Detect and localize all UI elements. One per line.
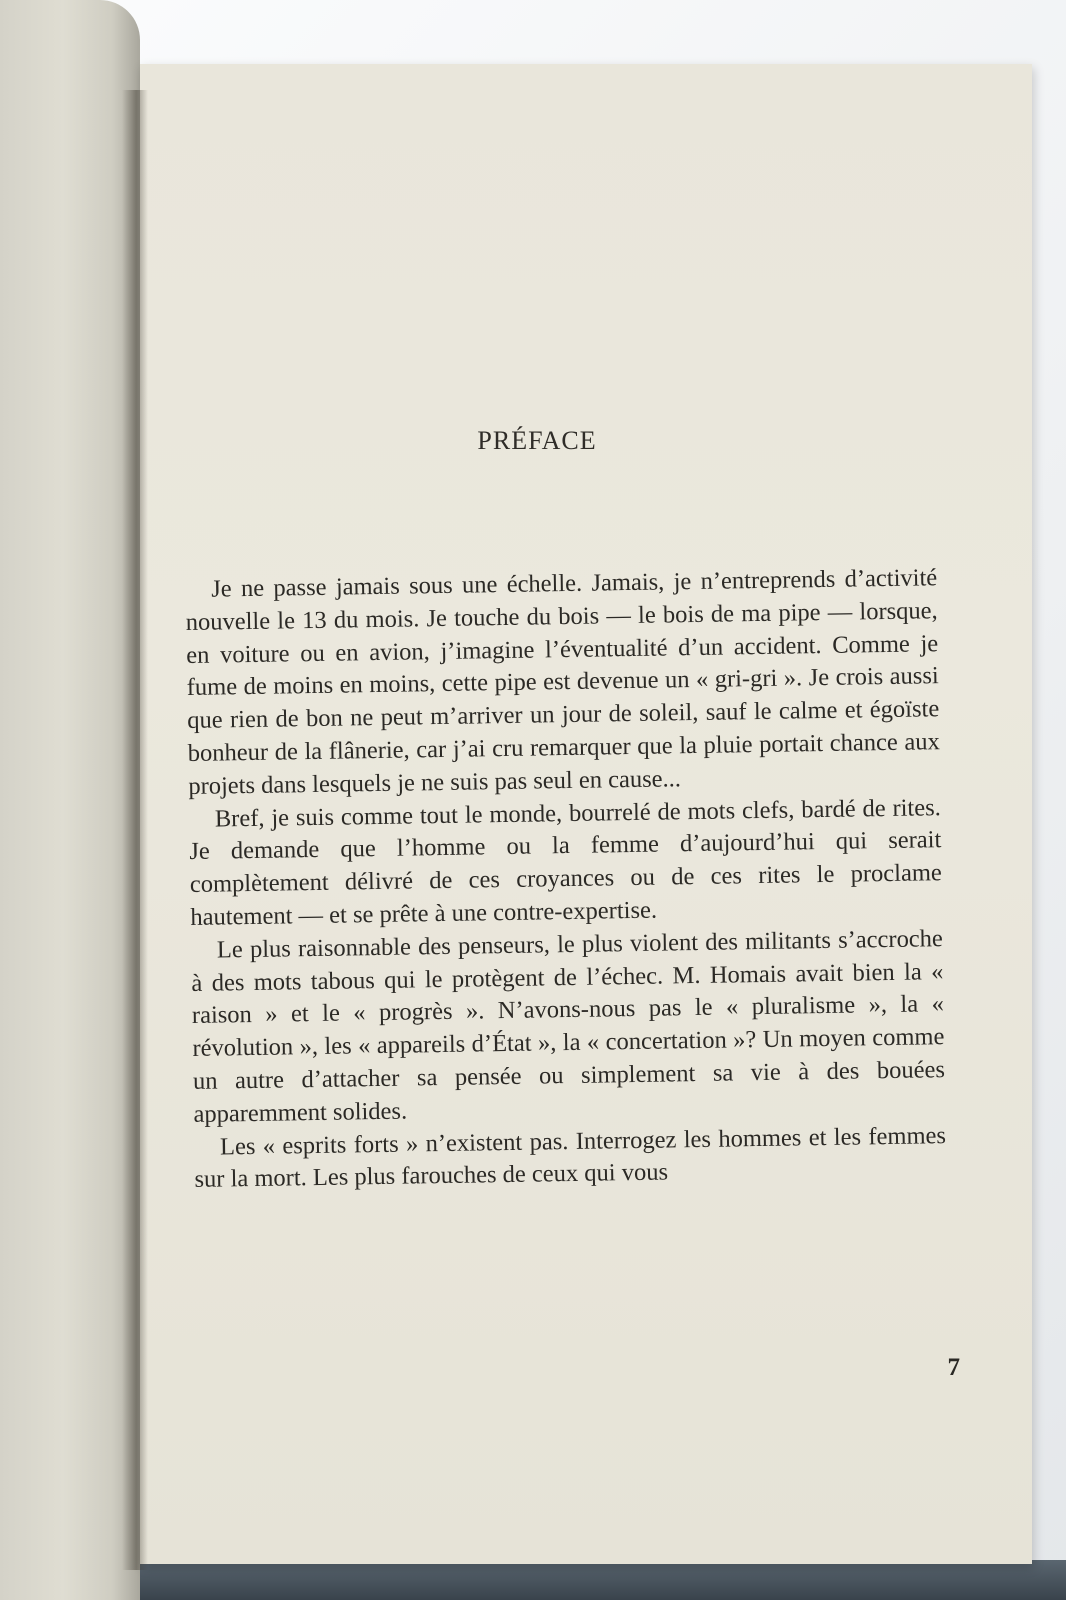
left-page-edge xyxy=(0,0,140,1600)
page-number: 7 xyxy=(947,1354,960,1381)
paragraph-2: Bref, je suis comme tout le monde, bourrelé de mots clefs, bardé de rites. Je demande que l’homme ou la femme d’aujourd’hui qui serait complètement délivré de ces croyances ou de ces rites le proclame hautement — et se prête à une contre-expertise. xyxy=(189,793,942,931)
body-text xyxy=(185,562,947,1197)
paragraph-4: Les « esprits forts » n’existent pas. Interrogez les hommes et les femmes sur la mort. Les plus farouches de ceux qui vous xyxy=(194,1121,947,1194)
paragraph-1: Je ne passe jamais sous une échelle. Jamais, je n’entreprends d’activité nouvelle le 13 du mois. Je touche du bois — le bois de ma pipe — lorsque, en voiture ou en avion, j’imagine l’éventualité d’un accident. Comme je fume de moins en moins, cette pipe est devenue un « gri-gri ». Je crois aussi que rien de bon ne peut m’arriver un jour de soleil, sauf le calme et égoïste bonheur de la flânerie, car j’ai cru remarquer que la pluie portait chance aux projets dans lesquels je ne suis pas seul en cause... xyxy=(185,564,940,800)
page-title: PRÉFACE xyxy=(477,426,597,455)
book-page xyxy=(140,64,1032,1564)
table-surface xyxy=(100,1560,1066,1600)
book-gutter-shadow xyxy=(122,90,148,1570)
paragraph-3: Le plus raisonnable des penseurs, le plus violent des militants s’accroche à des mots tabous qui le protègent de l’échec. M. Homais avait bien la « raison » et le « progrès ». N’avons-nous pas le « pluralisme », la « révolution », les « appareils d’État », la « concertation »? Un moyen comme un autre d’attacher sa pensée ou simplement sa vie à des bouées apparemment solides. xyxy=(191,924,946,1128)
